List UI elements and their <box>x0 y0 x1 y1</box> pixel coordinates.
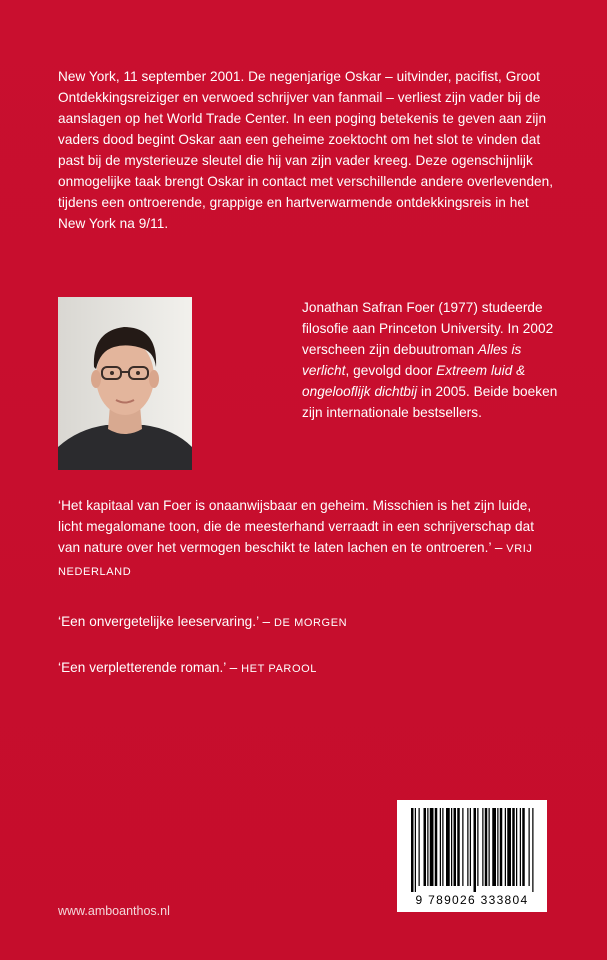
isbn-number: 9 789026 333804 <box>415 893 529 907</box>
synopsis-paragraph: New York, 11 september 2001. De negenjarige Oskar – uitvinder, pacifist, Groot Ontdekkingsreiziger en verwoed schrijver van fanmail – verliest zijn vader bij de aanslagen op het World Trade Center. In een poging betekenis te geven aan zijn vaders dood begint Oskar aan een geheime zoektocht om het slot te vinden dat past bij de mysterieuze sleutel die hij van zijn vader kreeg. Deze ogenschijnlijk onmogelijke taak brengt Oskar in contact met verschillende andere overlevenden, tijdens een ontroerende, grappige en hartverwarmende ontdekkingsreis in het New York na 9/11. <box>58 69 554 231</box>
barcode-bar <box>512 808 515 886</box>
barcode-bar <box>411 808 414 892</box>
barcode-bar <box>505 808 506 886</box>
barcode-bar <box>474 808 477 892</box>
quote-text: ‘Een onvergetelijke leeservaring.’ – <box>58 614 274 629</box>
review-quote-vrij-nederland <box>58 495 558 583</box>
barcode-bar <box>477 808 478 886</box>
barcode-bar <box>440 808 441 886</box>
barcode-bar <box>451 808 452 886</box>
barcode-bar <box>457 808 460 886</box>
barcode-bar <box>497 808 498 886</box>
barcode-bar <box>529 808 530 886</box>
barcode-bar <box>520 808 521 886</box>
quote-source: VRIJ NEDERLAND <box>58 543 533 578</box>
publisher-website[interactable]: www.amboanthos.nl <box>58 904 170 918</box>
barcode-bar <box>507 808 511 886</box>
barcode-bar <box>500 808 503 886</box>
barcode-bar <box>470 808 471 886</box>
author-bio <box>302 297 560 423</box>
barcode-bar <box>446 808 450 886</box>
isbn-barcode <box>397 800 547 912</box>
bio-text-1: Jonathan Safran Foer (1977) studeerde filosofie aan Princeton University. In 2002 verscheen zijn debuutroman <box>302 300 554 357</box>
barcode-bar <box>435 808 438 886</box>
barcode-bar <box>424 808 427 886</box>
barcode-bar <box>442 808 443 886</box>
barcode-bar <box>492 808 496 886</box>
barcode-bar <box>516 808 517 886</box>
barcode-bar <box>462 808 463 886</box>
review-quote-het-parool <box>58 657 558 680</box>
barcode-bar <box>522 808 525 886</box>
quote-source: HET PAROOL <box>241 663 317 675</box>
barcode-bar <box>454 808 457 886</box>
barcode-bar <box>467 808 468 886</box>
barcode-bar <box>427 808 428 886</box>
barcode-bar <box>485 808 488 886</box>
bio-book-title-1: Alles is verlicht <box>302 342 522 378</box>
barcode-bar <box>532 808 533 892</box>
bio-book-title-2: Extreem luid & ongelooflijk dichtbij <box>302 363 526 399</box>
barcode-bar <box>482 808 483 886</box>
barcode-bar <box>489 808 490 886</box>
bio-text-2: , gevolgd door <box>345 363 437 378</box>
quote-text: ‘Een verpletterende roman.’ – <box>58 660 242 675</box>
barcode-bar <box>419 808 420 886</box>
barcode-bar <box>415 808 416 892</box>
barcode-bar <box>430 808 434 886</box>
bio-text-3: in 2005. Beide boeken zijn internationale bestsellers. <box>302 384 558 420</box>
barcode-bars <box>397 800 547 895</box>
review-quote-de-morgen <box>58 611 558 634</box>
author-photo <box>58 297 192 470</box>
quote-source: DE MORGEN <box>273 617 348 629</box>
quote-text: ‘Het kapitaal van Foer is onaanwijsbaar en geheim. Misschien is het zijn luide, licht megalomane toon, die de meesterhand verraadt in een schrijverschap dat van nature over het vermogen beschikt te laten lachen en te ontroeren.’ – <box>58 498 535 555</box>
